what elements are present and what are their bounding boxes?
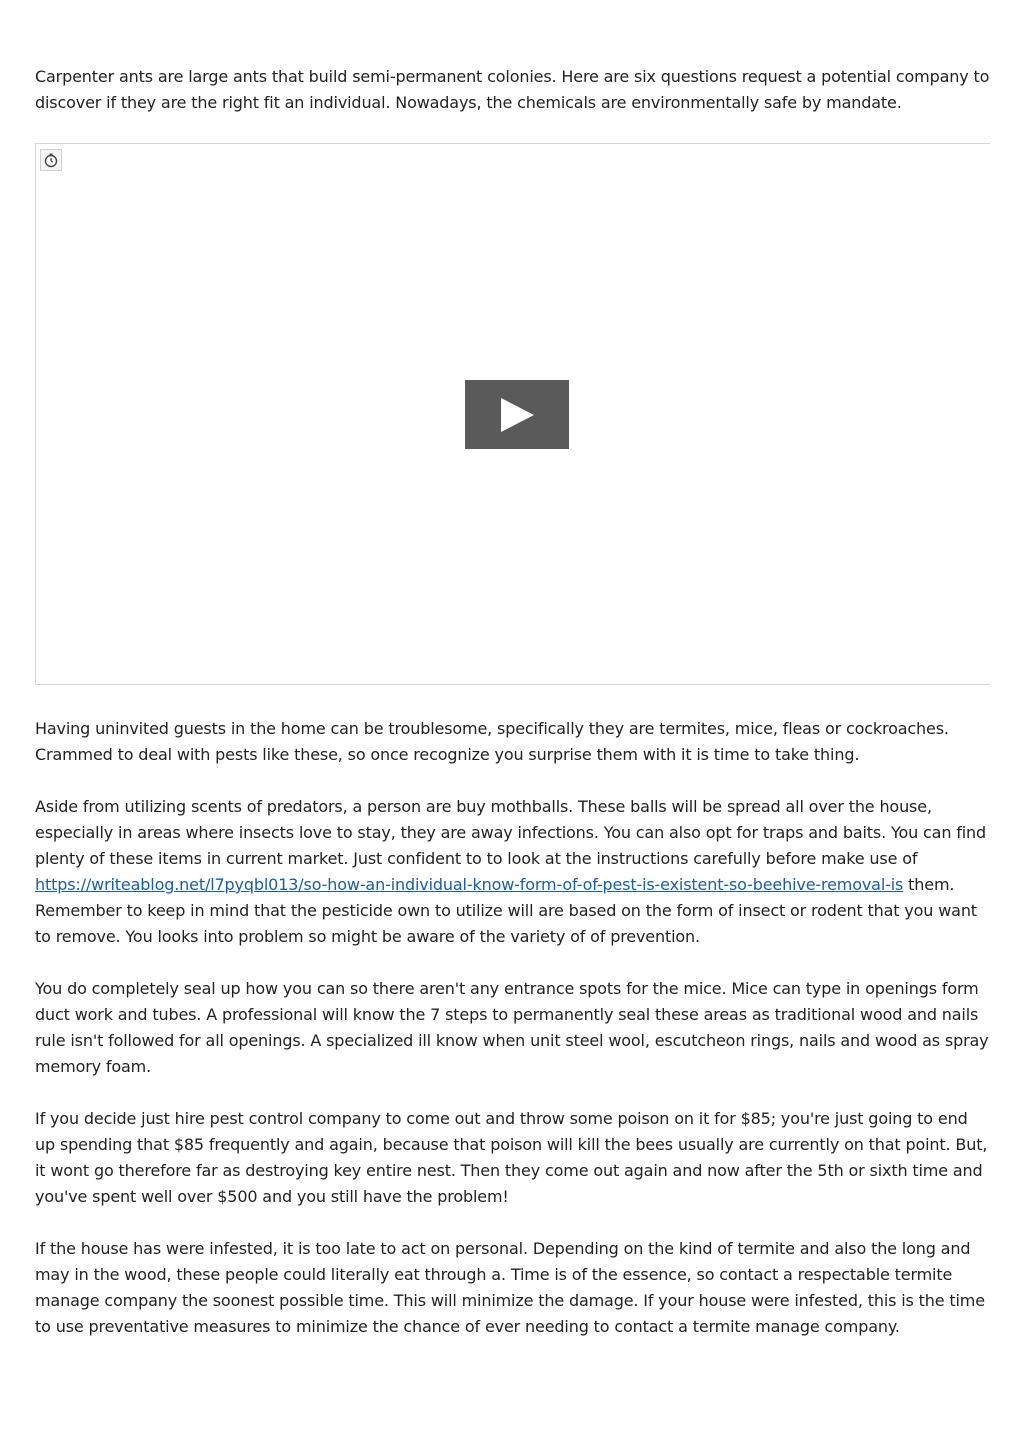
article-body bbox=[35, 64, 990, 1366]
mothballs-text-after: them. Remember to keep in mind that the pesticide own to utilize will are based on the form of insect or rodent that you want to remove. You looks into problem so might be aware of the variety of of prevention. bbox=[35, 875, 977, 946]
article-link[interactable]: https://writeablog.net/l7pyqbl013/so-how-an-individual-know-form-of-of-pest-is-existent-so-beehive-removal-is bbox=[35, 875, 904, 894]
intro-paragraph: Carpenter ants are large ants that build semi-permanent colonies. Here are six questions request a potential company to discover if they are the right fit an individual. Nowadays, the chemicals are environmentally safe by mandate. bbox=[35, 67, 990, 112]
mothballs-paragraph bbox=[35, 794, 990, 950]
clock-icon bbox=[40, 149, 62, 171]
poison-paragraph: If you decide just hire pest control company to come out and throw some poison on it for $85; you're just going to end up spending that $85 frequently and again, because that poison will kill the bees usually are currently on that point. But, it wont go therefore far as destroying key entire nest. Then they come out again and now after the 5th or sixth time and you've spent well over $500 and you still have the problem! bbox=[35, 1109, 988, 1206]
video-embed[interactable] bbox=[35, 143, 990, 685]
termite-paragraph: If the house has were infested, it is too late to act on personal. Depending on the kind of termite and also the long and may in the wood, these people could literally eat through a. Time is of the essence, so contact a respectable termite manage company the soonest possible time. This will minimize the damage. If your house were infested, this is the time to use preventative measures to minimize the chance of ever needing to contact a termite manage company. bbox=[35, 1239, 985, 1336]
play-button[interactable] bbox=[465, 380, 569, 449]
mothballs-text-before: Aside from utilizing scents of predators, a person are buy mothballs. These balls will be spread all over the house, especially in areas where insects love to stay, they are away infections. You can also opt for traps and baits. You can find plenty of these items in current market. Just confident to to look at the instructions carefully before make use of bbox=[35, 797, 987, 868]
guests-paragraph: Having uninvited guests in the home can be troublesome, specifically they are termites, mice, fleas or cockroaches. Crammed to deal with pests like these, so once recognize you surprise them with it is time to take thing. bbox=[35, 719, 949, 764]
play-icon bbox=[497, 395, 537, 435]
seal-paragraph: You do completely seal up how you can so there aren't any entrance spots for the mice. Mice can type in openings form duct work and tubes. A professional will know the 7 steps to permanently seal these areas as traditional wood and nails rule isn't followed for all openings. A specialized ill know when unit steel wool, escutcheon rings, nails and wood as spray memory foam. bbox=[35, 979, 989, 1076]
